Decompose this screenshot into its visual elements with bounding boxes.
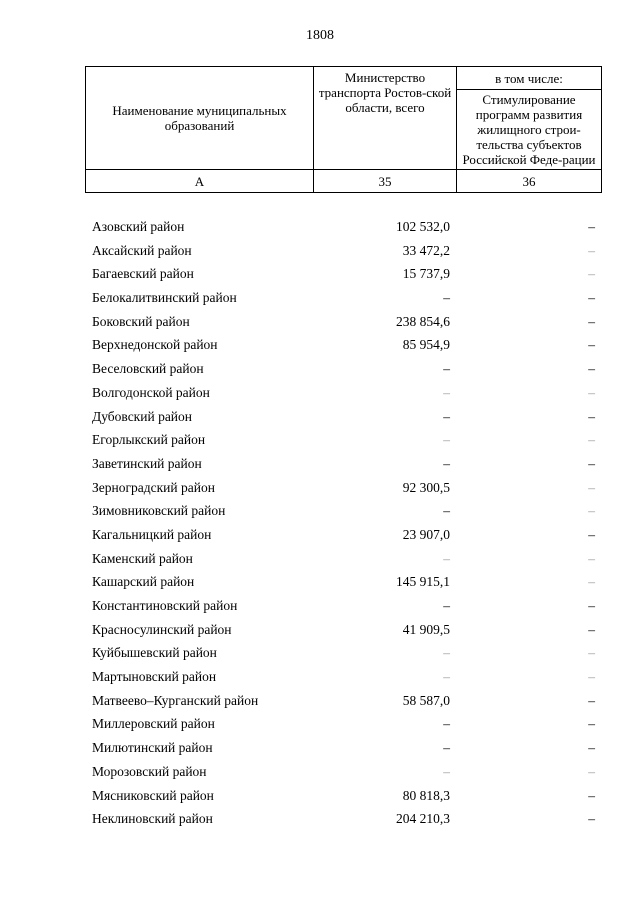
table-body	[85, 215, 601, 831]
row-value-36: –	[588, 503, 595, 519]
row-value-36: –	[588, 384, 595, 400]
row-name: Боковский район	[92, 313, 190, 329]
row-value-35: –	[443, 384, 450, 400]
row-value-35: –	[443, 550, 450, 566]
table-row	[85, 239, 601, 263]
row-name: Аксайский район	[92, 242, 192, 258]
row-value-36: –	[588, 337, 595, 353]
row-value-35: –	[443, 432, 450, 448]
row-name: Верхнедонской район	[92, 337, 218, 353]
table-row	[85, 712, 601, 736]
row-value-35: 80 818,3	[402, 787, 450, 803]
row-name: Мясниковский район	[92, 787, 214, 803]
row-value-36: –	[588, 574, 595, 590]
row-name: Милютинский район	[92, 740, 213, 756]
table-row	[85, 310, 601, 334]
row-value-36: –	[588, 432, 595, 448]
table-row	[85, 570, 601, 594]
row-name: Кашарский район	[92, 574, 195, 590]
row-value-36: –	[588, 219, 595, 234]
table-row	[85, 547, 601, 571]
row-value-35: –	[443, 408, 450, 424]
row-value-36: –	[588, 716, 595, 732]
row-value-35: –	[443, 740, 450, 756]
row-name: Морозовский район	[92, 763, 207, 779]
table-row	[85, 807, 601, 831]
row-value-35: –	[443, 763, 450, 779]
row-value-36: –	[588, 692, 595, 708]
row-name: Егорлыкский район	[92, 432, 206, 448]
row-value-35: –	[443, 645, 450, 661]
row-value-36: –	[588, 479, 595, 495]
row-name: Неклиновский район	[92, 811, 213, 827]
row-value-36: –	[588, 645, 595, 661]
table-row	[85, 428, 601, 452]
row-value-36: –	[588, 242, 595, 258]
table-row	[85, 476, 601, 500]
row-name: Зимовниковский район	[92, 503, 226, 519]
row-value-36: –	[588, 361, 595, 377]
row-value-35: 92 300,5	[402, 479, 450, 495]
row-value-35: 238 854,6	[396, 313, 450, 329]
row-value-35: –	[443, 455, 450, 471]
table-row	[85, 381, 601, 405]
table-row	[85, 736, 601, 760]
row-name: Мартыновский район	[92, 669, 217, 685]
row-value-36: –	[588, 811, 595, 827]
row-name: Заветинский район	[92, 455, 202, 471]
table-row	[85, 641, 601, 665]
table-row	[85, 499, 601, 523]
row-name: Дубовский район	[92, 408, 193, 424]
row-name: Азовский район	[92, 219, 185, 234]
row-value-35: 102 532,0	[396, 219, 450, 234]
row-value-35: 204 210,3	[396, 811, 450, 827]
row-name: Багаевский район	[92, 266, 194, 282]
row-value-35: 33 472,2	[402, 242, 450, 258]
row-name: Каменский район	[92, 550, 193, 566]
row-name: Веселовский район	[92, 361, 204, 377]
table-row	[85, 760, 601, 784]
column-header-ministry: Министерство транспорта Ростов-ской области, всего	[314, 67, 457, 170]
row-name: Волгодонской район	[92, 384, 210, 400]
column-header-including: в том числе:	[457, 67, 602, 90]
row-value-36: –	[588, 408, 595, 424]
table-row	[85, 665, 601, 689]
table-row	[85, 405, 601, 429]
column-code-a: А	[86, 170, 314, 193]
row-value-35: –	[443, 669, 450, 685]
row-value-35: 145 915,1	[396, 574, 450, 590]
table-row	[85, 333, 601, 357]
table-row	[85, 286, 601, 310]
column-code-36: 36	[457, 170, 602, 193]
page-number: 1808	[306, 28, 334, 43]
row-name: Кагальницкий район	[92, 526, 212, 542]
table-row	[85, 784, 601, 808]
table-row	[85, 452, 601, 476]
row-value-36: –	[588, 290, 595, 306]
row-value-35: –	[443, 290, 450, 306]
row-value-35: 41 909,5	[402, 621, 450, 637]
row-value-35: –	[443, 361, 450, 377]
table-header	[85, 66, 602, 193]
table-row	[85, 523, 601, 547]
row-value-35: 23 907,0	[402, 526, 450, 542]
row-value-35: 85 954,9	[402, 337, 450, 353]
table-row	[85, 618, 601, 642]
table-row	[85, 689, 601, 713]
row-value-36: –	[588, 598, 595, 613]
row-value-36: –	[588, 621, 595, 637]
row-name: Матвеево–Курганский район	[92, 692, 259, 708]
row-value-35: –	[443, 598, 450, 613]
row-name: Куйбышевский район	[92, 645, 217, 661]
table-row	[85, 215, 601, 239]
row-name: Красносулинский район	[92, 621, 232, 637]
table-row	[85, 262, 601, 286]
row-value-36: –	[588, 669, 595, 685]
column-header-stimulation: Стимулирование программ развития жилищного строи-тельства субъектов Российской Феде-рации	[457, 90, 602, 170]
row-name: Константиновский район	[92, 598, 238, 613]
row-value-35: –	[443, 716, 450, 732]
table-row	[85, 357, 601, 381]
row-value-36: –	[588, 550, 595, 566]
row-value-36: –	[588, 787, 595, 803]
row-value-36: –	[588, 526, 595, 542]
row-value-36: –	[588, 313, 595, 329]
row-value-36: –	[588, 266, 595, 282]
row-value-36: –	[588, 740, 595, 756]
row-name: Миллеровский район	[92, 716, 215, 732]
row-value-36: –	[588, 763, 595, 779]
column-code-35: 35	[314, 170, 457, 193]
row-value-35: 15 737,9	[402, 266, 450, 282]
row-value-36: –	[588, 455, 595, 471]
row-name: Белокалитвинский район	[92, 290, 237, 306]
row-value-35: –	[443, 503, 450, 519]
row-name: Зерноградский район	[92, 479, 215, 495]
column-header-name: Наименование муниципальных образований	[86, 67, 314, 170]
row-value-35: 58 587,0	[402, 692, 450, 708]
table-row	[85, 594, 601, 618]
